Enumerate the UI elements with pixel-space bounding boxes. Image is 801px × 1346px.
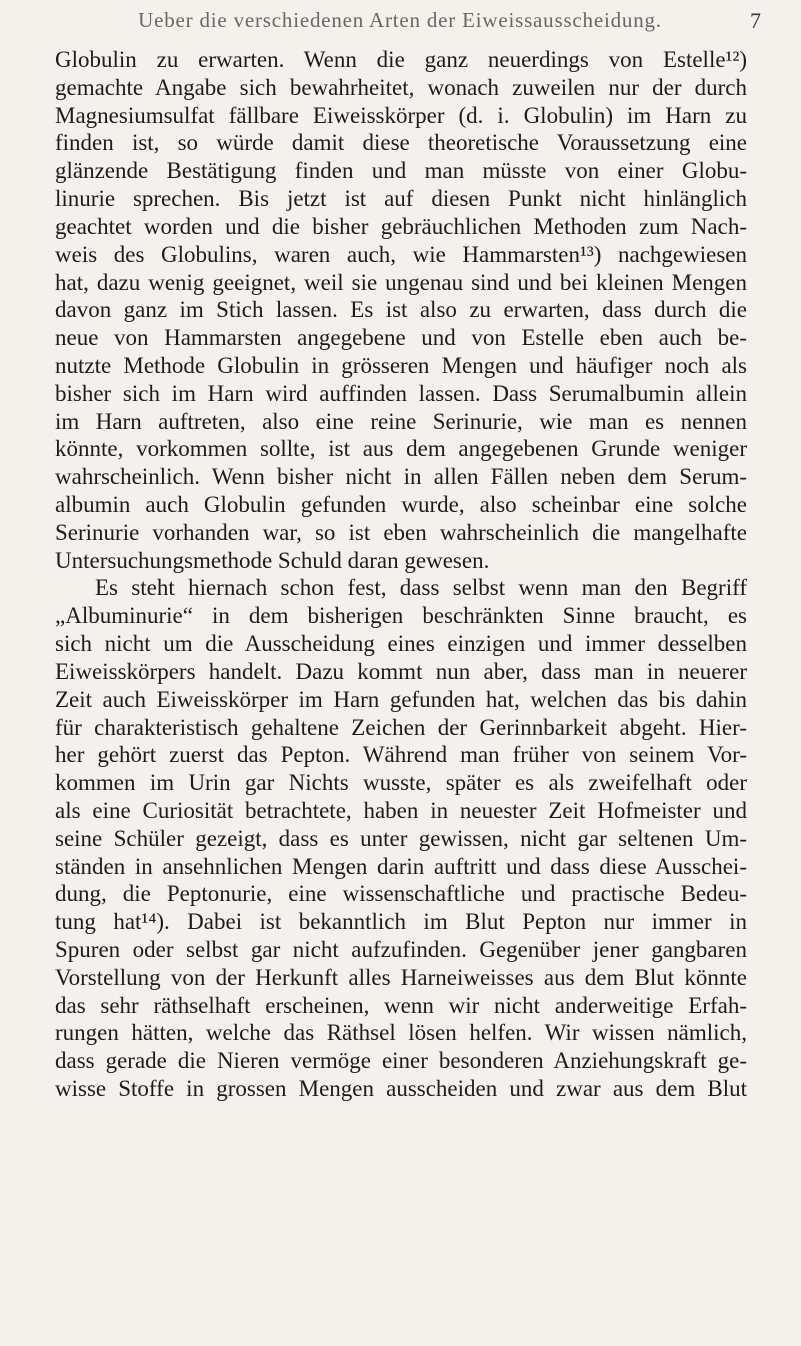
text-line: wahrscheinlich. Wenn bisher nicht in allen Fällen neben dem Serum- bbox=[55, 464, 747, 490]
text-line: ständen in ansehnlichen Mengen darin auftritt und dass diese Ausschei- bbox=[55, 853, 747, 879]
running-title: Ueber die verschiedenen Arten der Eiweissausscheidung. bbox=[138, 8, 662, 32]
text-line: wisse Stoffe in grossen Mengen ausscheiden und zwar aus dem Blut bbox=[55, 1076, 747, 1102]
text-line: linurie sprechen. Bis jetzt ist auf diesen Punkt nicht hinlänglich bbox=[55, 186, 747, 212]
text-line: nutzte Methode Globulin in grösseren Mengen und häufiger noch als bbox=[55, 352, 747, 378]
text-line: als eine Curiosität betrachtete, haben in neuester Zeit Hofmeister und bbox=[55, 797, 747, 823]
text-line: her gehört zuerst das Pepton. Während man früher von seinem Vor- bbox=[55, 742, 747, 768]
text-line: „Albuminurie“ in dem bisherigen beschränkten Sinne braucht, es bbox=[55, 603, 747, 629]
text-line: albumin auch Globulin gefunden wurde, also scheinbar eine solche bbox=[55, 492, 747, 517]
text-line: Es steht hiernach schon fest, dass selbst wenn man den Begriff bbox=[95, 575, 747, 601]
text-line: seine Schüler gezeigt, dass es unter gewissen, nicht gar seltenen Um- bbox=[55, 825, 747, 851]
text-line: geachtet worden und die bisher gebräuchlichen Methoden zum Nach- bbox=[55, 213, 747, 239]
text-line: Serinurie vorhanden war, so ist eben wahrscheinlich die mangelhafte bbox=[55, 519, 747, 545]
text-line: neue von Hammarsten angegebene und von Estelle eben auch be- bbox=[55, 325, 747, 351]
text-line: könnte, vorkommen sollte, ist aus dem angegebenen Grunde weniger bbox=[55, 436, 747, 462]
text-line: glänzende Bestätigung finden und man müsste von einer Globu- bbox=[55, 158, 747, 184]
text-line: kommen im Urin gar Nichts wusste, später es als zweifelhaft oder bbox=[55, 770, 747, 796]
text-line: hat, dazu wenig geeignet, weil sie ungenau sind und bei kleinen Mengen bbox=[55, 269, 747, 295]
text-line: im Harn auftreten, also eine reine Serinurie, wie man es nennen bbox=[55, 408, 747, 434]
body-text bbox=[55, 46, 747, 1103]
text-line: Vorstellung von der Herkunft alles Harneiweisses aus dem Blut könnte bbox=[55, 964, 747, 990]
text-line: dung, die Peptonurie, eine wissenschaftliche und practische Bedeu- bbox=[55, 881, 747, 907]
text-line: gemachte Angabe sich bewahrheitet, wonach zuweilen nur der durch bbox=[55, 74, 747, 100]
text-line: Globulin zu erwarten. Wenn die ganz neuerdings von Estelle¹²) bbox=[55, 47, 747, 72]
text-line: Spuren oder selbst gar nicht aufzufinden. Gegenüber jener gangbaren bbox=[55, 937, 747, 962]
text-line: das sehr räthselhaft erscheinen, wenn wir nicht anderweitige Erfah- bbox=[55, 992, 747, 1018]
text-line: tung hat¹⁴). Dabei ist bekanntlich im Blut Pepton nur immer in bbox=[55, 909, 747, 935]
text-line: finden ist, so würde damit diese theoretische Voraussetzung eine bbox=[55, 130, 747, 156]
text-line: weis des Globulins, waren auch, wie Hammarsten¹³) nachgewiesen bbox=[55, 241, 747, 267]
text-line: Magnesiumsulfat fällbare Eiweisskörper (d. i. Globulin) im Harn zu bbox=[55, 102, 747, 128]
text-line: sich nicht um die Ausscheidung eines einzigen und immer desselben bbox=[55, 631, 747, 657]
page-number: 7 bbox=[750, 8, 761, 33]
text-line: rungen hätten, welche das Räthsel lösen helfen. Wir wissen nämlich, bbox=[55, 1020, 747, 1046]
text-line: dass gerade die Nieren vermöge einer besonderen Anziehungskraft ge- bbox=[55, 1048, 747, 1074]
text-line: für charakteristisch gehaltene Zeichen der Gerinnbarkeit abgeht. Hier- bbox=[55, 714, 747, 740]
text-line: Zeit auch Eiweisskörper im Harn gefunden hat, welchen das bis dahin bbox=[55, 686, 747, 712]
text-line: Untersuchungsmethode Schuld daran gewesen. bbox=[55, 547, 490, 573]
text-line: Eiweisskörpers handelt. Dazu kommt nun aber, dass man in neuerer bbox=[55, 658, 747, 684]
text-line: bisher sich im Harn wird auffinden lassen. Dass Serumalbumin allein bbox=[55, 380, 747, 406]
running-head bbox=[0, 8, 801, 44]
text-line: davon ganz im Stich lassen. Es ist also zu erwarten, dass durch die bbox=[55, 297, 747, 323]
